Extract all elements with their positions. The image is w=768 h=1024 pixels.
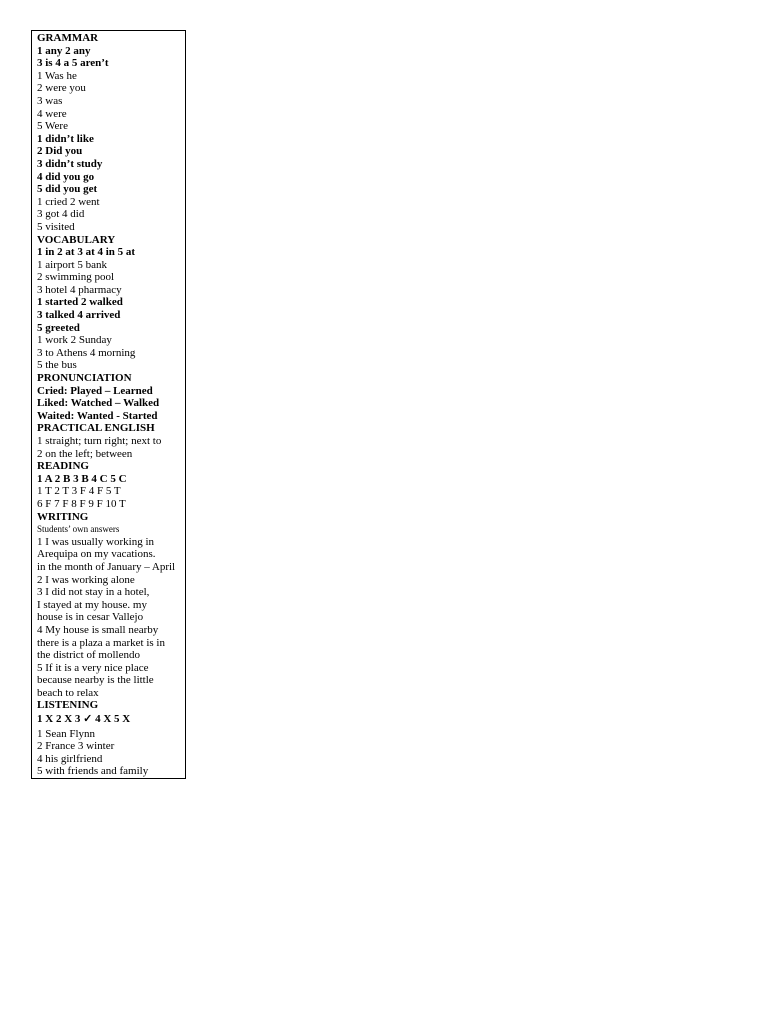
answer-key-heading-line: 3 didn’t study: [37, 157, 103, 170]
answer-key-line: 4 his girlfriend: [37, 752, 103, 765]
answer-key-heading-line: 5 did you get: [37, 183, 98, 196]
answer-key-heading-line: 1 started 2 walked: [37, 296, 123, 309]
answer-key-heading-line: 1 didn’t like: [37, 132, 94, 145]
answer-key-heading-line: LISTENING: [37, 699, 99, 712]
answer-key-line: 3 was: [37, 94, 63, 107]
answer-key-line: 5 with friends and family: [37, 765, 149, 778]
answer-key-line: 1 straight; turn right; next to: [37, 435, 162, 447]
answer-key-line: 2 France 3 winter: [37, 740, 115, 753]
answer-key-heading-line: VOCABULARY: [37, 233, 116, 246]
answer-key-line: 3 hotel 4 pharmacy: [37, 283, 122, 296]
answer-key-line: the district of mollendo: [37, 649, 140, 662]
answer-key-line: 3 to Athens 4 morning: [37, 346, 136, 359]
answer-key-line: beach to relax: [37, 686, 99, 699]
answer-key-line: there is a plaza a market is in: [37, 636, 165, 649]
answer-key-line: 1 Sean Flynn: [37, 727, 96, 740]
answer-key-line: 1 work 2 Sunday: [37, 334, 112, 347]
answer-key-heading-line: 2 Did you: [37, 145, 83, 158]
answer-key-heading-line: PRACTICAL ENGLISH: [37, 422, 155, 435]
answer-key-line: in the month of January – April: [37, 560, 176, 573]
answer-key-line: 4 My house is small nearby: [37, 623, 159, 636]
answer-key-heading-line: WRITING: [37, 510, 89, 523]
answer-key-line: 3 got 4 did: [37, 208, 85, 221]
answer-key-heading-line: 1 A 2 B 3 B 4 C 5 C: [37, 472, 127, 485]
answer-key-line: 1 cried 2 went: [37, 195, 100, 208]
answer-key-line: 1 airport 5 bank: [37, 258, 107, 271]
answer-key-heading-line: Waited: Wanted - Started: [37, 409, 158, 422]
answer-key-heading-line: 3 talked 4 arrived: [37, 309, 121, 322]
answer-key-heading-line: 1 X 2 X 3 ✓ 4 X 5 X: [37, 713, 131, 726]
answer-key-heading-line: 5 greeted: [37, 321, 80, 334]
answer-key-line: 5 If it is a very nice place: [37, 661, 149, 674]
answer-key-line: 2 were you: [37, 82, 86, 95]
answer-key-heading-line: GRAMMAR: [37, 32, 99, 44]
answer-key-line: 6 F 7 F 8 F 9 F 10 T: [37, 497, 126, 510]
answer-key-line: 2 on the left; between: [37, 447, 133, 460]
answer-key-line: house is in cesar Vallejo: [37, 611, 144, 624]
answer-key-heading-line: Cried: Played – Learned: [37, 384, 153, 397]
answer-key-line: 5 visited: [37, 220, 75, 233]
answer-key-heading-line: READING: [37, 460, 89, 473]
answer-key-heading-line: 4 did you go: [37, 170, 95, 183]
answer-key-line: 4 were: [37, 107, 67, 120]
answer-key-line: 1 I was usually working in: [37, 535, 155, 548]
answer-key-heading-line: 1 any 2 any: [37, 44, 91, 57]
answer-key-line: 2 I was working alone: [37, 573, 135, 586]
answer-key-line: 5 Were: [37, 120, 68, 133]
answer-key-line: I stayed at my house. my: [37, 598, 147, 611]
answer-key-heading-line: 3 is 4 a 5 aren’t: [37, 57, 109, 70]
answer-key-line: Arequipa on my vacations.: [37, 548, 156, 561]
answer-key-heading-line: 1 in 2 at 3 at 4 in 5 at: [37, 246, 136, 259]
answer-key-line: because nearby is the little: [37, 674, 154, 687]
answer-key-heading-line: PRONUNCIATION: [37, 372, 132, 385]
answer-key-line: 5 the bus: [37, 359, 77, 372]
answer-key-line: 1 Was he: [37, 69, 77, 82]
answer-key-line: Students’ own answers: [37, 524, 120, 535]
answer-key-line: 3 I did not stay in a hotel,: [37, 586, 150, 599]
answer-key-line: 2 swimming pool: [37, 271, 115, 284]
answer-key-heading-line: Liked: Watched – Walked: [37, 397, 160, 410]
answer-key-box: [31, 30, 186, 779]
answer-key-line: 1 T 2 T 3 F 4 F 5 T: [37, 485, 121, 498]
